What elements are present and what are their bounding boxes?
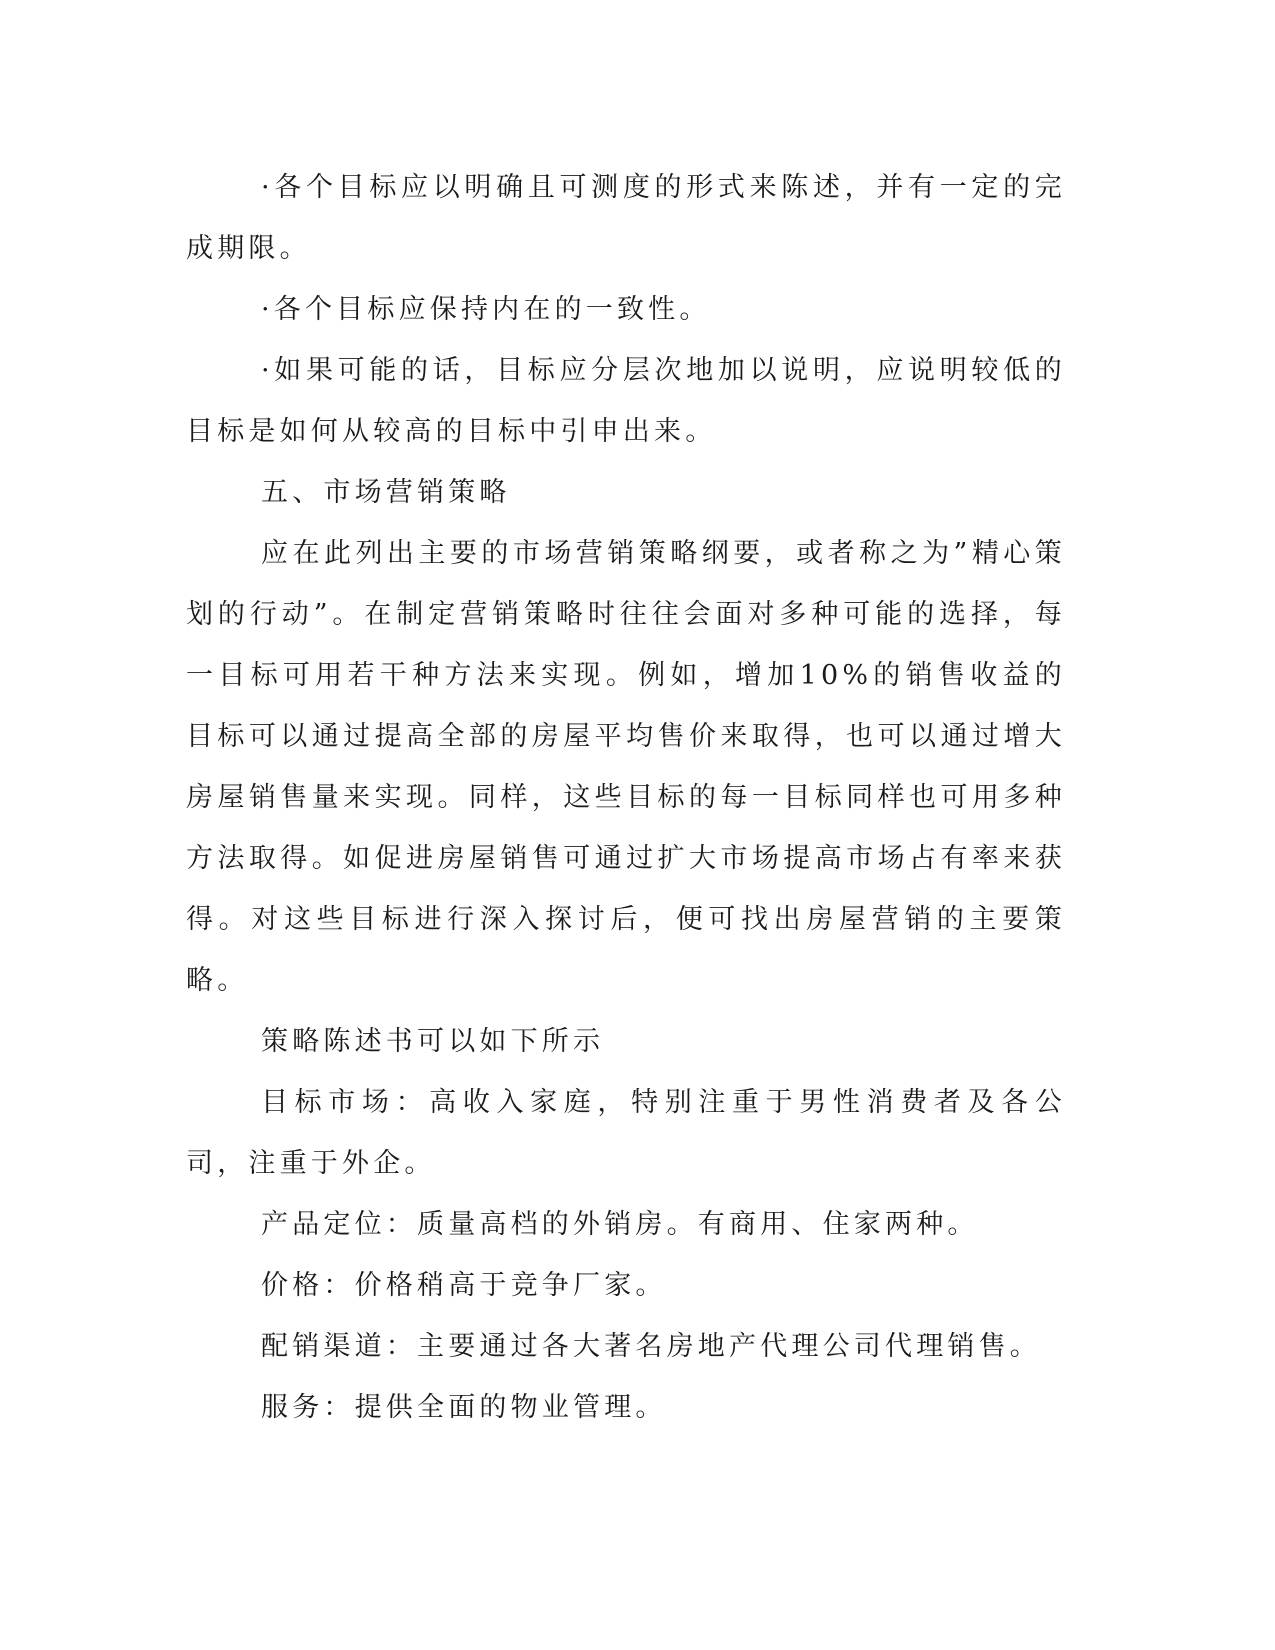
paragraph-price: 价格：价格稍高于竞争厂家。: [261, 1270, 667, 1301]
paragraph-target-market: 目标市场：高收入家庭，特别注重于男性消费者及各公司，注重于外企。: [186, 1087, 1066, 1179]
paragraph-objective-hierarchy: ·如果可能的话，目标应分层次地加以说明，应说明较低的目标是如何从较高的目标中引申出来。: [186, 355, 1066, 447]
paragraph-objective-consistency: ·各个目标应保持内在的一致性。: [261, 294, 711, 325]
document-body: [186, 157, 1066, 1438]
section-heading-marketing-strategy: 五、市场营销策略: [261, 477, 511, 508]
paragraph-strategy-statement-intro: 策略陈述书可以如下所示: [261, 1026, 605, 1057]
paragraph-distribution-channel: 配销渠道：主要通过各大著名房地产代理公司代理销售。: [261, 1331, 1041, 1362]
paragraph-service: 服务：提供全面的物业管理。: [261, 1392, 667, 1423]
paragraph-strategy-outline: 应在此列出主要的市场营销策略纲要，或者称之为”精心策划的行动”。在制定营销策略时往往会面对多种可能的选择，每一目标可用若干种方法来实现。例如，增加10%的销售收益的目标可以通过提高全部的房屋平均售价来取得，也可以通过增大房屋销售量来实现。同样，这些目标的每一目标同样也可用多种方法取得。如促进房屋销售可通过扩大市场提高市场占有率来获得。对这些目标进行深入探讨后，便可找出房屋营销的主要策略。: [186, 538, 1066, 996]
paragraph-objective-measurable: ·各个目标应以明确且可测度的形式来陈述，并有一定的完成期限。: [186, 172, 1066, 264]
paragraph-product-positioning: 产品定位：质量高档的外销房。有商用、住家两种。: [261, 1209, 979, 1240]
